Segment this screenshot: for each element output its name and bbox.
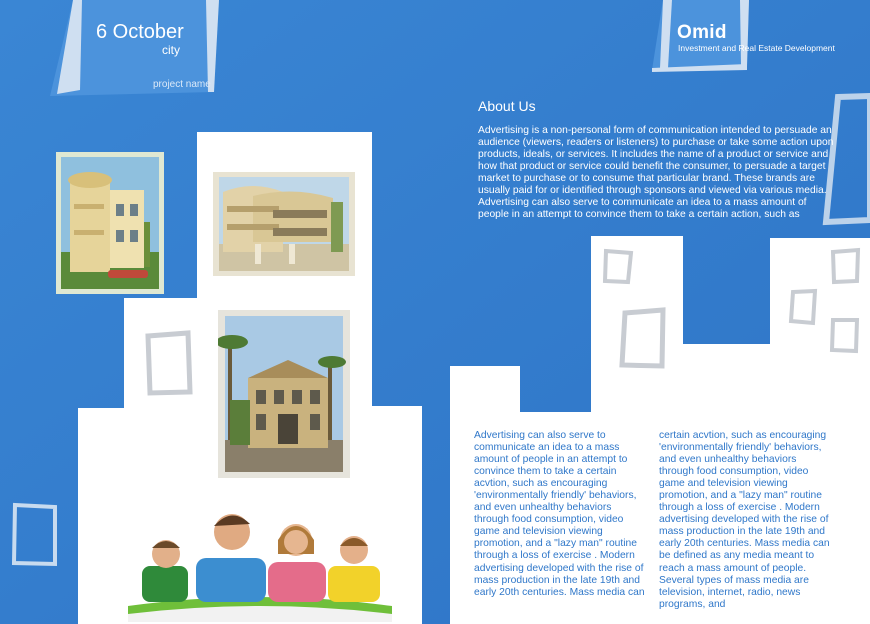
city-subtitle: city: [162, 43, 180, 57]
about-body: Advertising is a non-personal form of communication intended to persuade an audience (viewers, readers or listeners) to purchase or take some action upon products, ideals, or services. It includes the name of a product or service and how that product or service could benefit the consumer, to persuade a target market to purchase or to consume that particular brand. These brands are usually paid for or identified through sponsors and viewed via various media. Advertising can also serve to communicate an idea to a mass amount of people in an attempt to convince them to take a certain action, such as: [478, 125, 834, 221]
body-column-right: certain acvtion, such as encouraging 'environmentally friendly' behaviors, and even unhealthy behaviors through food consumption, video game and television viewing promotion, and a "lazy man" routine through a loss of exercise . Modern advertising developed with the rise of mass production in the late 19th and early 20th centuries. Mass media can be defined as any media meant to reach a mass amount of people. Several types of mass media are television, internet, radio, news programs, and: [659, 430, 830, 610]
building-photo-1: [56, 152, 164, 294]
project-name-label: project name: [153, 79, 211, 90]
brand-tagline: Investment and Real Estate Development: [678, 43, 835, 53]
brand-name: Omid: [677, 22, 727, 43]
city-title: 6 October: [96, 21, 184, 43]
body-column-left: Advertising can also serve to communicate an idea to a mass amount of people in an attempt to convince them to take a certain acvtion, such as encouraging 'environmentally friendly' behaviors, and even unhealthy behaviors through food consumption, video game and television viewing promotion, and a "lazy man" routine through a loss of exercise . Modern advertising developed with the rise of mass production in the late 19th and early 20th centuries. Mass media can: [474, 430, 645, 598]
family-photo: [128, 502, 392, 622]
building-photo-3: [218, 310, 350, 478]
about-heading: About Us: [478, 98, 536, 114]
building-photo-2: [213, 172, 355, 276]
